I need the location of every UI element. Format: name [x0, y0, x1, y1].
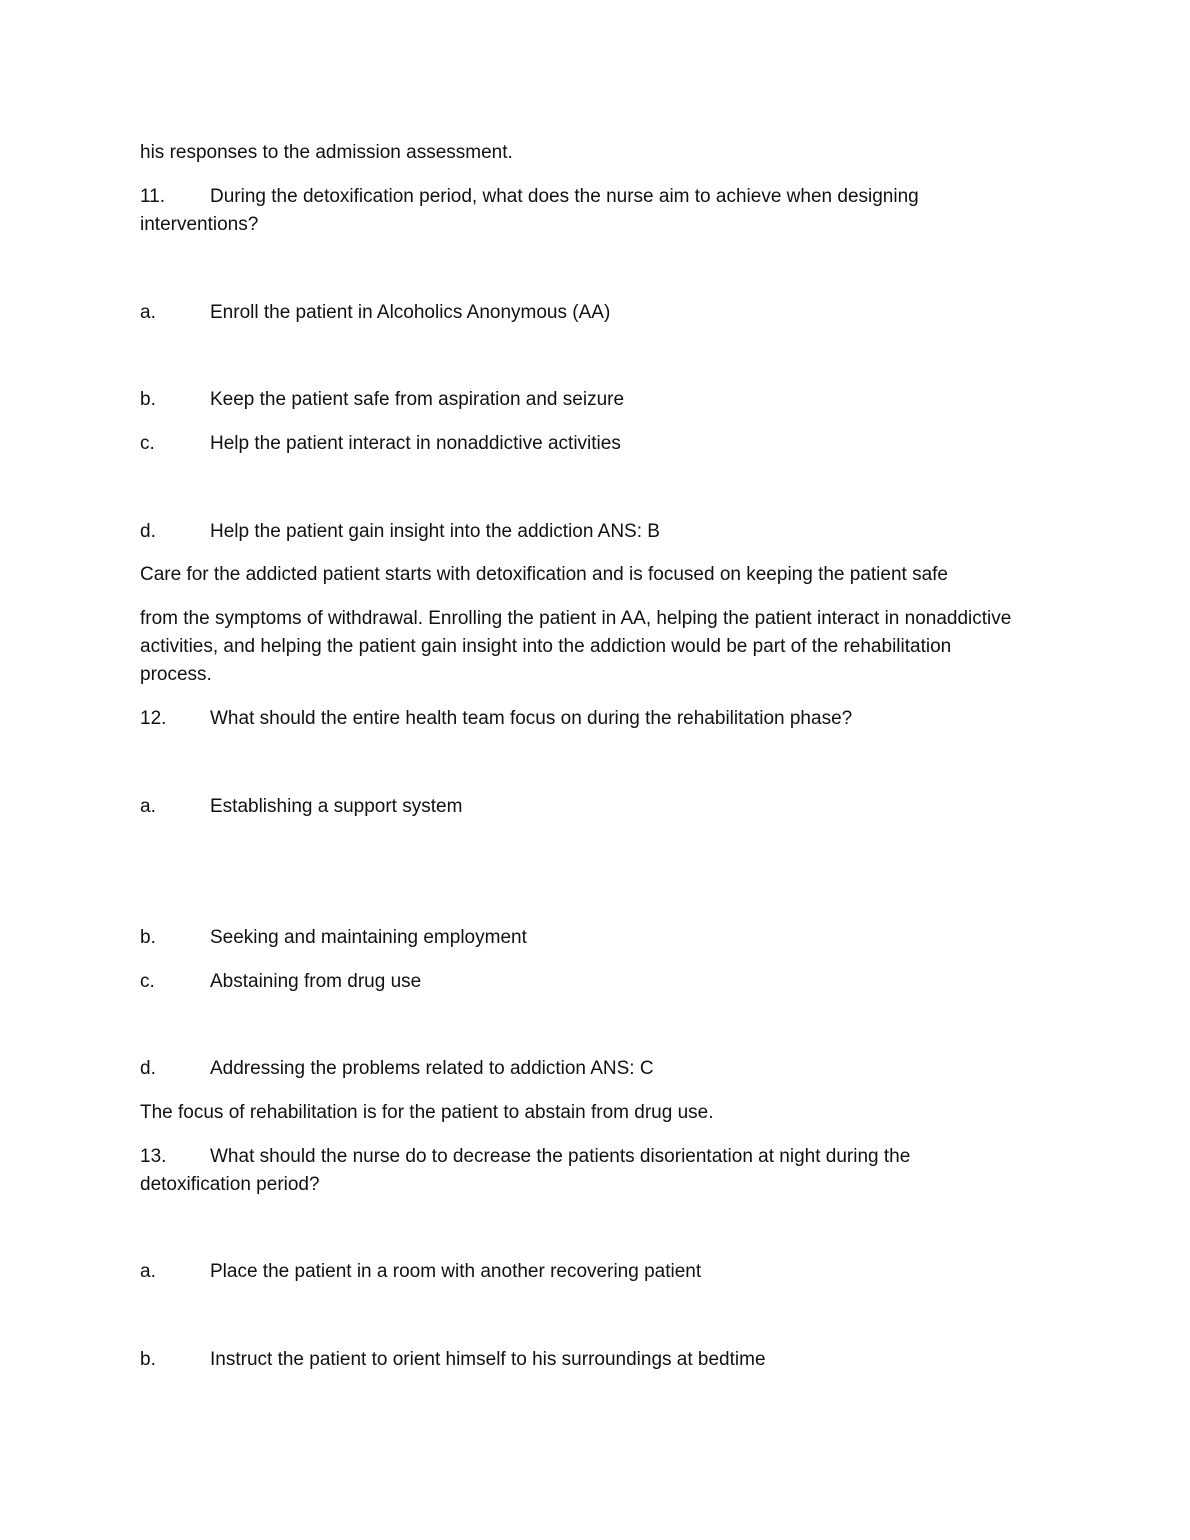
option-13a [140, 1258, 701, 1286]
option-letter: a. [140, 796, 156, 817]
option-letter: b. [140, 389, 156, 410]
option-letter: d. [140, 521, 156, 542]
question-11 [140, 183, 919, 211]
question-13-continuation: detoxification period? [140, 1174, 320, 1195]
option-11d [140, 518, 660, 546]
option-text: Help the patient gain insight into the addiction ANS: B [210, 521, 660, 542]
question-text: What should the nurse do to decrease the patients disorientation at night during the [210, 1146, 911, 1167]
option-text: Instruct the patient to orient himself to his surroundings at bedtime [210, 1349, 766, 1370]
option-12c [140, 968, 421, 996]
question-11-continuation: interventions? [140, 214, 259, 235]
option-13b [140, 1346, 766, 1374]
option-letter: a. [140, 302, 156, 323]
option-letter: c. [140, 971, 155, 992]
question-number: 13. [140, 1146, 167, 1167]
option-text: Help the patient interact in nonaddictive activities [210, 433, 621, 454]
option-text: Seeking and maintaining employment [210, 927, 527, 948]
option-text: Enroll the patient in Alcoholics Anonymous (AA) [210, 302, 611, 323]
option-text: Keep the patient safe from aspiration and seizure [210, 389, 625, 410]
option-11b [140, 386, 624, 414]
question-12 [140, 705, 852, 733]
option-11a [140, 299, 610, 327]
option-letter: b. [140, 927, 156, 948]
option-text: Abstaining from drug use [210, 971, 422, 992]
question-number: 11. [140, 186, 166, 207]
option-letter: a. [140, 1261, 156, 1282]
option-12a [140, 793, 462, 821]
rationale-12: The focus of rehabilitation is for the patient to abstain from drug use. [140, 1102, 714, 1123]
question-text: What should the entire health team focus on during the rehabilitation phase? [210, 708, 853, 729]
option-12b [140, 924, 527, 952]
lead-in-text: his responses to the admission assessment. [140, 142, 513, 163]
rationale-11-body: from the symptoms of withdrawal. Enrolling the patient in AA, helping the patient interact in nonaddictive activities, and helping the patient gain insight into the addiction would be part of the rehabilitation process. [140, 608, 1012, 685]
option-letter: d. [140, 1058, 156, 1079]
option-12d [140, 1055, 654, 1083]
question-text: During the detoxification period, what does the nurse aim to achieve when designing [210, 186, 919, 207]
question-13 [140, 1143, 910, 1171]
option-text: Establishing a support system [210, 796, 463, 817]
option-text: Place the patient in a room with another recovering patient [210, 1261, 702, 1282]
option-letter: b. [140, 1349, 156, 1370]
option-text: Addressing the problems related to addiction ANS: C [210, 1058, 654, 1079]
question-number: 12. [140, 708, 167, 729]
option-11c [140, 430, 621, 458]
option-letter: c. [140, 433, 155, 454]
rationale-11-first-line: Care for the addicted patient starts with detoxification and is focused on keeping the patient safe [140, 564, 949, 585]
